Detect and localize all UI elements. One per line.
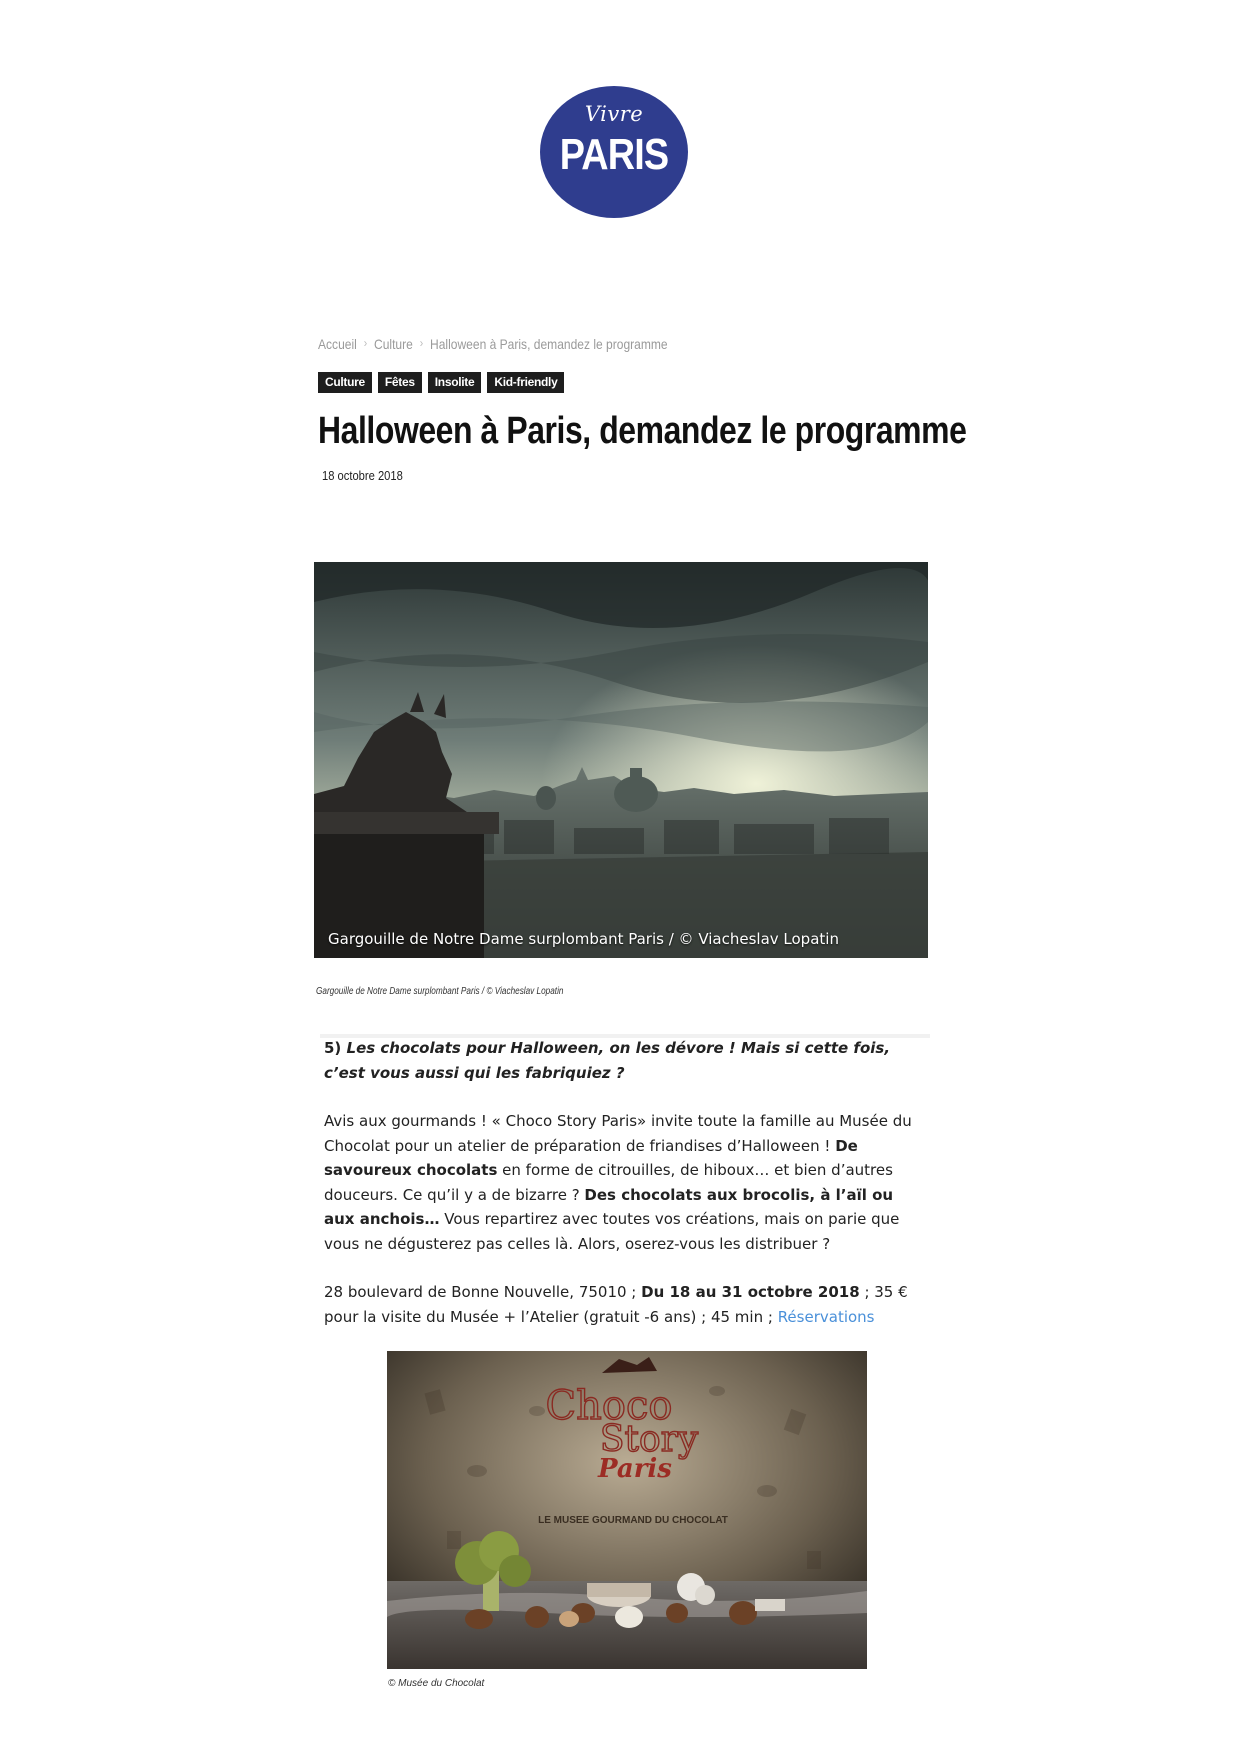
section-heading-text: Les chocolats pour Halloween, on les dévore ! Mais si cette fois, c’est vous aussi qui les fabriquiez ? [324,1039,891,1082]
tag-culture[interactable]: Culture [318,372,372,393]
logo-main-text: PARIS [559,130,669,179]
address-text: 28 boulevard de Bonne Nouvelle, 75010 ; [324,1283,642,1301]
paragraph-text: Vous repartirez avec toutes vos créations, mais on parie que vous ne dégusterez pas celles là. Alors, oserez-vous les distribuer ? [324,1210,900,1253]
sign-subtitle: LE MUSEE GOURMAND DU CHOCOLAT [538,1515,728,1526]
hero-caption: Gargouille de Notre Dame surplombant Paris / © Viacheslav Lopatin [316,986,564,997]
section-heading [324,1036,928,1085]
breadcrumb-separator: › [363,336,368,350]
paragraph-text: Avis aux gourmands ! « Choco Story Paris» invite toute la famille au Musée du Chocolat pour un atelier de préparation de friandises d’Halloween ! [324,1112,912,1155]
paragraph-bold: Des chocolats aux brocolis, à l’aïl ou aux anchois… [324,1185,894,1228]
article-date: 18 octobre 2018 [322,468,403,483]
paragraph-text: en forme de citrouilles, de hiboux… et bien d’autres douceurs. Ce qu’il y a de bizarre ? [324,1161,893,1204]
museum-illustration [387,1351,867,1669]
tag-fetes[interactable]: Fêtes [378,372,422,393]
sign-choco: Choco [545,1383,673,1429]
paragraph-intro [324,1109,928,1256]
price-text: ; 35 € pour la visite du Musée + l’Atelier (gratuit -6 ans) ; 45 min ; [324,1283,908,1326]
museum-photo [387,1351,867,1669]
category-tags [318,372,564,393]
sign-paris: Paris [598,1454,672,1484]
breadcrumb [318,336,668,358]
site-logo[interactable] [540,86,688,218]
section-number: 5) [324,1039,342,1057]
dates-text: Du 18 au 31 octobre 2018 [641,1283,860,1301]
article-body [324,1036,928,1353]
breadcrumb-home[interactable]: Accueil [318,336,357,352]
hero-image [314,562,928,958]
logo-script-text: Vivre [584,102,644,126]
reservations-link[interactable]: Réservations [777,1307,875,1326]
tag-kid-friendly[interactable]: Kid-friendly [487,372,564,393]
breadcrumb-current: Halloween à Paris, demandez le programme [430,336,668,352]
museum-photo-caption: © Musée du Chocolat [388,1678,485,1689]
paragraph-bold: De savoureux chocolats [324,1136,858,1179]
breadcrumb-separator: › [419,336,424,350]
hero-overlay-caption: Gargouille de Notre Dame surplombant Paris / © Viacheslav Lopatin [328,930,839,948]
tag-insolite[interactable]: Insolite [428,372,482,393]
breadcrumb-category[interactable]: Culture [374,336,413,352]
paragraph-practical-info [324,1280,928,1329]
sign-story: Story [599,1419,699,1460]
hero-illustration [314,562,928,958]
article-title: Halloween à Paris, demandez le programme [318,410,967,452]
